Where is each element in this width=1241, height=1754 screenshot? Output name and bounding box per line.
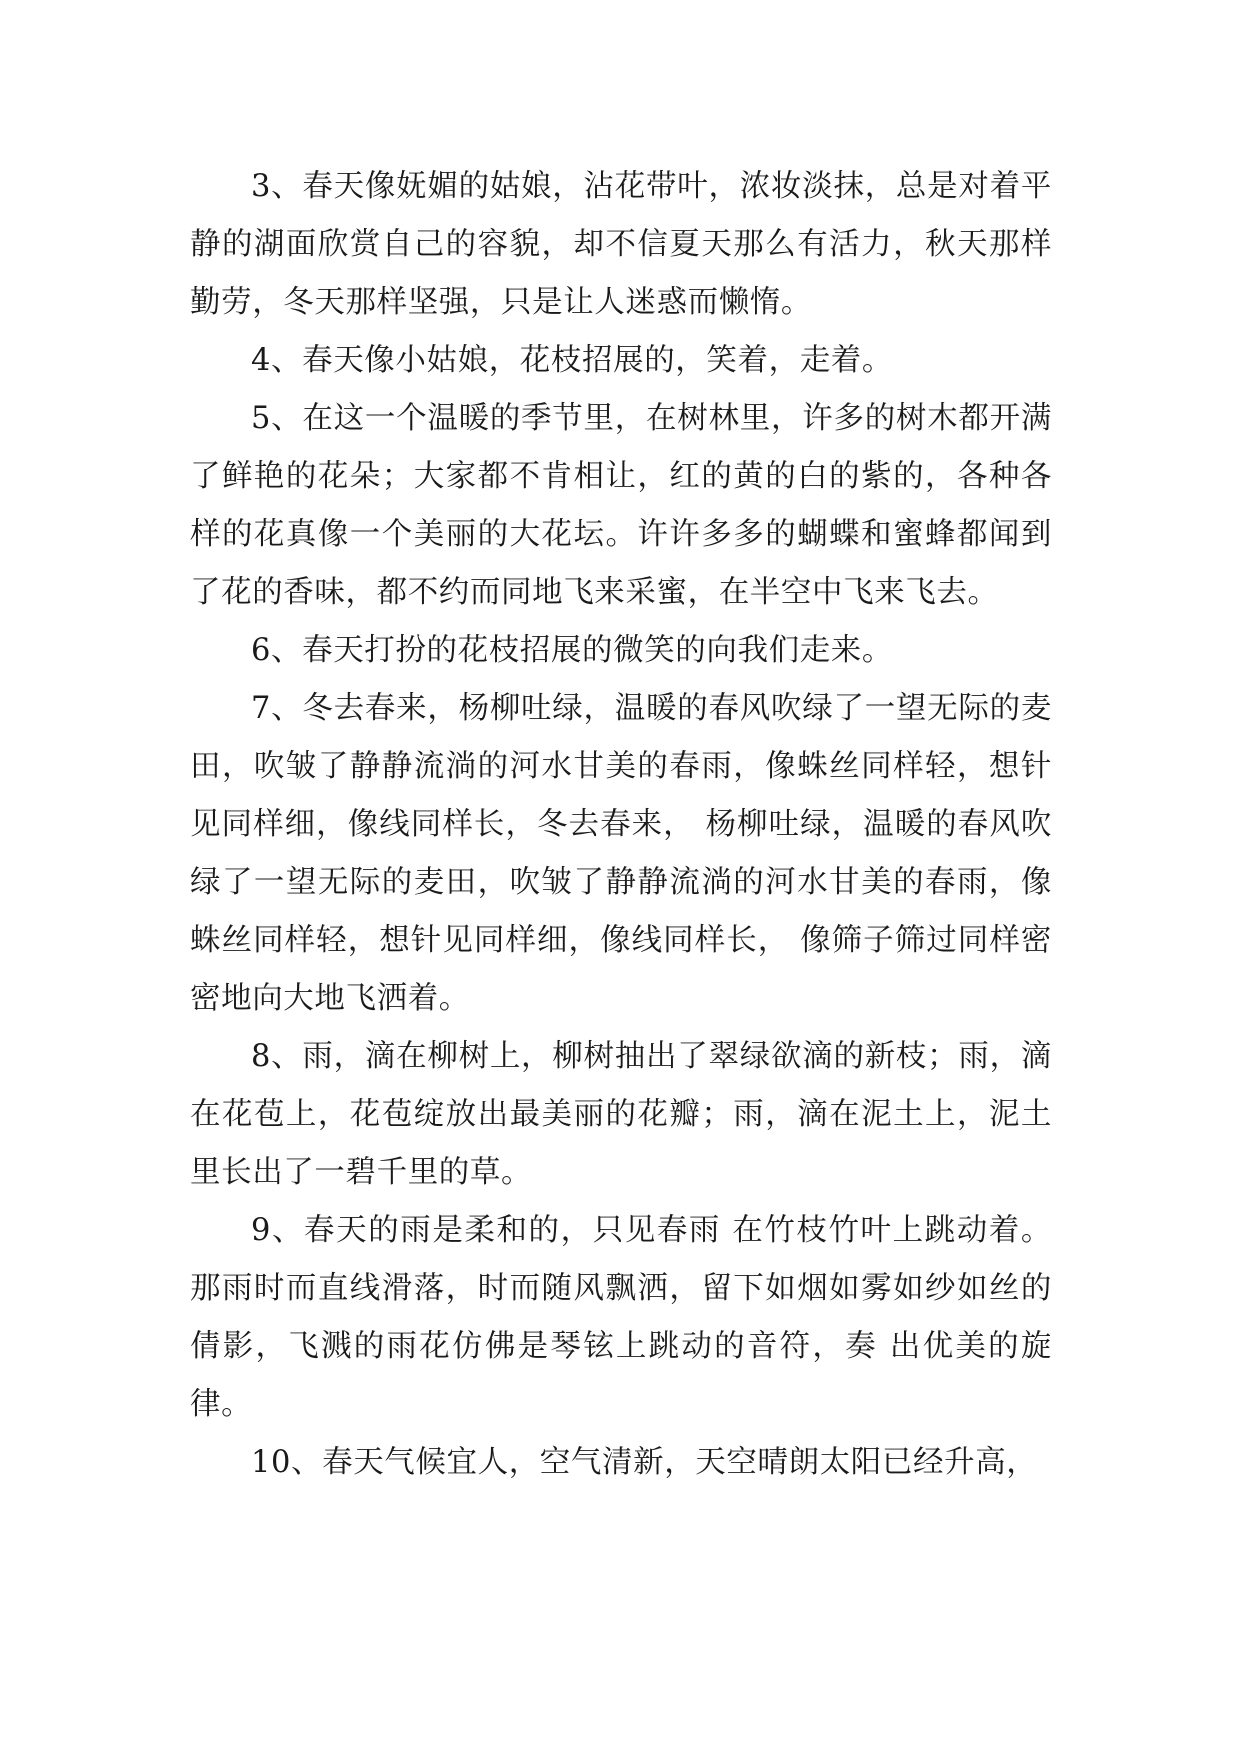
paragraph-7: 7、冬去春来，杨柳吐绿，温暖的春风吹绿了一望无际的麦田，吹皱了静静流淌的河水甘美的春雨，像蛛丝同样轻，想针见同样细，像线同样长，冬去春来， 杨柳吐绿，温暖的春风吹绿了一望无际的麦田，吹皱了静静流淌的河水甘美的春雨，像蛛丝同样轻，想针见同样细，像线同样长， 像筛子筛过同样密密地向大地飞洒着。 [190, 691, 1052, 1016]
paragraph-10: 10、春天气候宜人，空气清新，天空晴朗太阳已经升高， [251, 1445, 1038, 1480]
paragraph-4: 4、春天像小姑娘，花枝招展的，笑着，走着。 [251, 343, 894, 378]
paragraph-9: 9、春天的雨是柔和的，只见春雨 在竹枝竹叶上跳动着。那雨时而直线滑落，时而随风飘洒，留下如烟如雾如纱如丝的倩影，飞溅的雨花仿佛是琴铉上跳动的音符，奏 出优美的旋律。 [190, 1213, 1052, 1422]
paragraph-3: 3、春天像妩媚的姑娘，沾花带叶，浓妆淡抹，总是对着平静的湖面欣赏自己的容貌，却不信夏天那么有活力，秋天那样勤劳，冬天那样坚强，只是让人迷惑而懒惰。 [190, 169, 1052, 320]
paragraph-8: 8、雨，滴在柳树上，柳树抽出了翠绿欲滴的新枝；雨，滴在花苞上，花苞绽放出最美丽的花瓣；雨，滴在泥土上，泥土里长出了一碧千里的草。 [190, 1039, 1052, 1190]
document-body [190, 158, 1052, 1492]
paragraph-5: 5、在这一个温暖的季节里，在树林里，许多的树木都开满了鲜艳的花朵；大家都不肯相让，红的黄的白的紫的，各种各样的花真像一个美丽的大花坛。许许多多的蝴蝶和蜜蜂都闻到了花的香味，都不约而同地飞来采蜜，在半空中飞来飞去。 [190, 401, 1052, 610]
paragraph-6: 6、春天打扮的花枝招展的微笑的向我们走来。 [251, 633, 894, 668]
